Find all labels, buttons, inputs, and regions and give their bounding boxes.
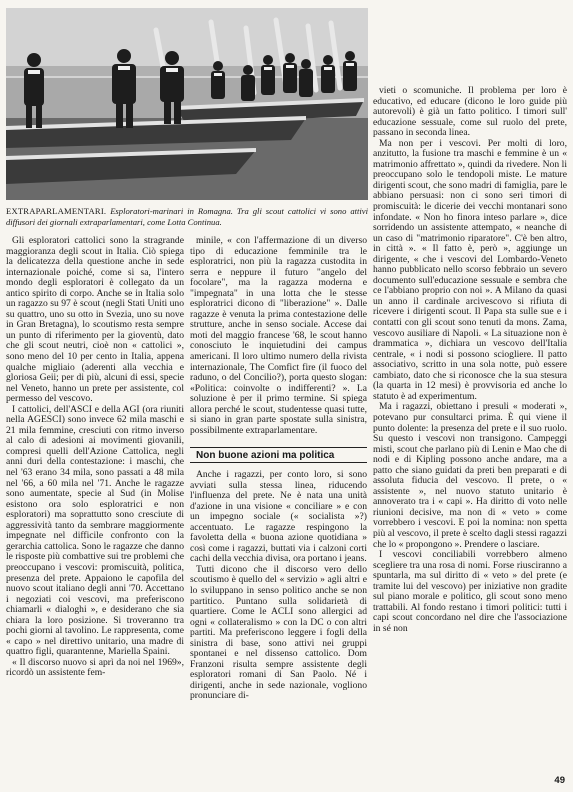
article-column-middle-bottom [190, 470, 367, 702]
paragraph: Anche i ragazzi, per conto loro, si sono avviati sulla stessa linea, riducendo l'influenza del prete. Ne è nata una unità d'azione in una visione « conciliare » e con un impegno sociale (« socialista »?) accentuato. Le ragazze respingono la favoletta della « buona azione quotidiana » così come i ragazzi, buttati via i calzoni corti cachi della vecchia divisa, ora portano i jeans. [190, 469, 367, 565]
paragraph: minile, « con l'affermazione di un diverso tipo di educazione femminile tra le esploratrici, non più la ragazza custodita in serra e neppure il futuro "angelo del focolare", ma la ragazza moderna e "impegnata" in una lotta che le stesse esploratrici dicono di "liberazione" ». Dalle ragazze è venuta la prima contestazione delle strutture, anche in senso sociale. Accese dai moti del maggio francese '68, le scout hanno conosciuto le inquietudini dei campus americani. Il loro ultimo numero della rivista internazionale, The Comfict fire (il fuoco del raduno, o del Concilio?), porta questo slogan: «Politica: coinvolte o indifferenti? ». La soluzione è per il primo termine. Si spiega allora perché le scout, studentesse quasi tutte, si siano in gran parte spostate sulla sinistra, possibilmente extraparlamentare. [190, 235, 367, 436]
paragraph: « Il discorso nuovo si aprì da noi nel 1969», ricordò un assistente fem- [6, 656, 184, 679]
article-column-left [6, 236, 184, 679]
paragraph: I vescovi conciliabili vorrebbero almeno scegliere tra una rosa di nomi. Forse riusciranno a spuntarla, ma sul diritto di « veto » del prete (e tramite lui del vescovo) per iniziative non gradite sul piano morale e politico, gli scout sono meno trattabili. Al fondo restano i timori politici: tutti i capi scout concordano nel dire che l'associazione in sé non [373, 549, 567, 634]
paragraph: Ma non per i vescovi. Per molti di loro, anzitutto, la fusione tra maschi e femmine è un « matrimonio affrettato », quindi da rivedere. Non li preoccupano solo le tendopoli miste. Le mature dirigenti scout, che sono madri di famiglia, pare le abbiano persuasi: non ci sono seri timori di promiscuità: le dicerie dei vecchi montanari sono infondate. « Non ho finora inteso parlare », dice sorridendo un assistente attempato, « neanche di un caso di "matrimonio riparatore". C'è ben altro, in città ». « Il fatto è, però », aggiunge un dirigente, « che i vescovi del Lombardo-Veneto hanno pubblicato nello scorso febbraio un severo documento sull'educazione sessuale e sembra che ce l'abbiano proprio con noi ». A Milano da quasi un anno il cardinale arcivescovo si rifiuta di ricevere i dirigenti scout. Il Papa sta sulle sue e i contatti con gli scout sono tenuti da mons. Zama, vescovo ausiliare di Napoli. « La situazione non è drammatica », dichiara un vescovo dell'Italia centrale, « i nodi si possono sciogliere. Il patto associativo, scritto in una sola notte, può essere cambiato, dato che si riconosce che la sua stesura (la quarta in 12 mesi) è provvisoria ed anche lo statuto è ad experimentum. [373, 137, 567, 402]
paragraph: I cattolici, dell'ASCI e della AGI (ora riuniti nella AGESCI) sono invece 62 mila maschi e 21 mila femmine, cresciuti con ritmo inverso al calo di adesioni ai movimenti giovanili, compresi quelli dell'Azione Cattolica, negli anni duri della contestazione: i maschi, che nel '63 erano 34 mila, sono passati a 48 mila nel '66, a 60 mila nel '71. Anche le ragazze sono aumentate, specie al Sud (in Molise esistono ora solo esploratrici e non esploratori) ma soprattutto sono cresciute di aggressività tanto da sembrare maggiormente impegnate nel difficile confronto con la gerarchia cattolica. Sono le ragazze che danno le risposte più combattive sui tre problemi che preoccupano i vescovi: promiscuità, politica, presenza del prete. Appaiono le capofila del nuovo scout italiano degli anni '70. Accettano i negoziati coi vescovi, ma preferiscono chiamarli « dialoghi », e desiderano che sia chiara la loro posizione. Si troveranno tra pochi giorni al tavolino. Le rappresenta, come « capo » nel direttivo unitario, una madre di quattro figli, quarantenne, Mariella Spaini. [6, 403, 184, 658]
paragraph: Ma i ragazzi, obiettano i presuli « moderati », potevano pur consultarci prima. È qui viene il punto dolente: la presenza del prete e il suo ruolo. Su questo i vescovi non transigono. Campeggi misti, scout che parlano più di Lenin e Mao che di nodi e di Kipling possono anche andare, ma a patto che siano guidati da preti ben preparati e di assoluta fiducia del vescovo. Il prete, o « assistente », nel nuovo statuto unitario è annoverato tra i « capi ». Ha diritto di voto nelle riunioni decisive, ma non di « veto » come vorrebbero i vescovi. E poi la nomina: non spetta più al vescovo, il prete è scelto dagli stessi ragazzi che lo « propongono ». Prendere o lasciare. [373, 401, 567, 550]
section-heading: Non buone azioni ma politica [190, 447, 367, 463]
photo-caption [6, 206, 368, 227]
paragraph: Tutti dicono che il discorso vero dello scoutismo è quello del « servizio » agli altri e lo sviluppano in senso politico anche se non partitico. Puntano sulla solidarietà di quartiere. Come le ACLI sono allergici ad ogni « collateralismo » con la DC o con altri partiti. Ma preferiscono leggere i fogli della sinistra di base, sono attivi nei gruppi spontanei e nel dissenso cattolico. Dom Franzoni risulta sempre assistente degli esploratori romani di San Paolo. Né i dirigenti, anche in sede nazionale, vogliono pronunciare di- [190, 563, 367, 702]
paragraph: Gli esploratori cattolici sono la stragrande maggioranza degli scout in Italia. Ciò spiega la delicatezza della questione anche in sede internazionale poiché, come si sa, l'intero mondo degli esploratori è collegato da un antico spirito di corpo. Anche se in Italia solo un ragazzo su 97 è scout (negli Stati Uniti uno su quattro, uno su otto in Svezia, uno su nove in Gran Bretagna), lo scoutismo resta sempre un punto di riferimento per la gioventù, dato che gli scout neutri, cioè non « cattolici », sono meno del 10 per cento in Italia, appena qualche migliaio (aderenti alla vecchia e gloriosa Geii; per di più, alcuni di essi, specie nel Veneto, hanno un prete per assistente, col permesso del vescovo. [6, 235, 184, 405]
scouts-boats-photo [6, 8, 368, 200]
paragraph: vieti o scomuniche. Il problema per loro è educativo, ed educare (dicono le loro guide più autorevoli) è già un fatto politico. I timori sull' educazione sessuale, come sul ruolo del prete, passano in seconda linea. [373, 85, 567, 139]
article-column-right [373, 86, 567, 634]
caption-text: Esploratori-marinari in Romagna. Tra gli scout cattolici vi sono attivi diffusori dei giornali extraparlamentari, come Lotta Continua. [6, 206, 368, 227]
page-number: 49 [554, 775, 565, 786]
caption-title: EXTRAPARLAMENTARI. [6, 206, 107, 216]
article-column-middle-top [190, 236, 367, 436]
